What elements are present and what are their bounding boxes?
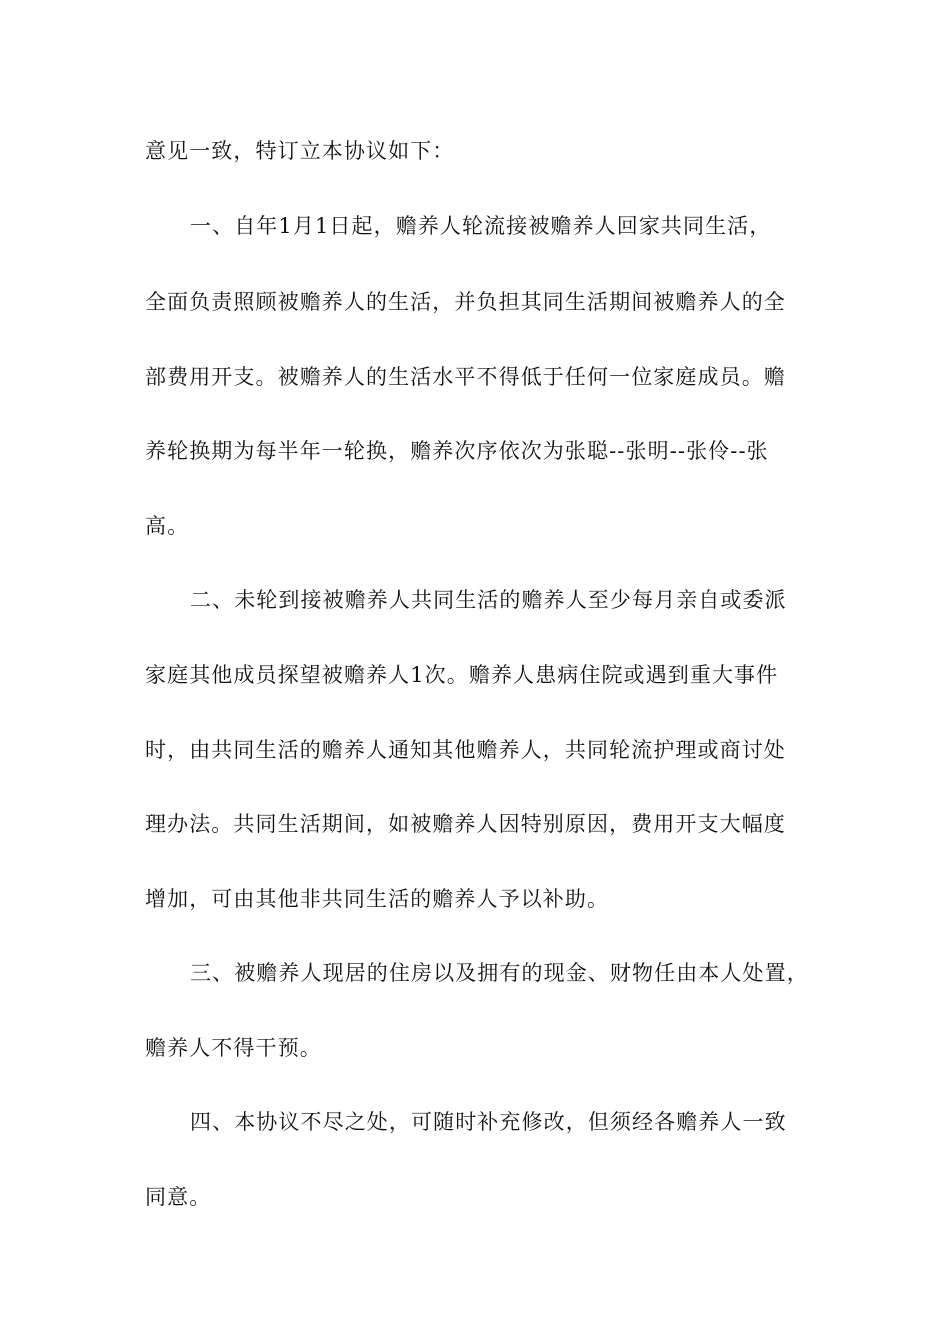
text-line: 意见一致，特订立本协议如下： bbox=[145, 139, 455, 163]
text-line: 同意。 bbox=[145, 1185, 212, 1209]
text-line: 全面负责照顾被赡养人的生活，并负担其同生活期间被赡养人的全 bbox=[145, 290, 786, 314]
text-line: 赡养人不得干预。 bbox=[145, 1036, 322, 1060]
paragraph-2-first-line: 二、未轮到接被赡养人共同生活的赡养人至少每月亲自或委派 bbox=[190, 588, 787, 612]
paragraph-3-first-line: 三、被赡养人现居的住房以及拥有的现金、财物任由本人处置， bbox=[190, 961, 809, 985]
text-line: 养轮换期为每半年一轮换，赡养次序依次为张聪--张明--张伶--张 bbox=[145, 439, 769, 463]
text-line: 高。 bbox=[145, 514, 190, 538]
text-line: 增加，可由其他非共同生活的赡养人予以补助。 bbox=[145, 887, 610, 911]
text-line: 部费用开支。被赡养人的生活水平不得低于任何一位家庭成员。赡 bbox=[145, 365, 786, 389]
text-line: 家庭其他成员探望被赡养人1次。赡养人患病住院或遇到重大事件 bbox=[145, 663, 779, 687]
text-line: 时，由共同生活的赡养人通知其他赡养人，共同轮流护理或商讨处 bbox=[145, 738, 786, 762]
text-line: 理办法。共同生活期间，如被赡养人因特别原因，费用开支大幅度 bbox=[145, 812, 786, 836]
paragraph-4-first-line: 四、本协议不尽之处，可随时补充修改，但须经各赡养人一致 bbox=[190, 1110, 787, 1134]
paragraph-1-first-line: 一、自年1月1日起，赡养人轮流接被赡养人回家共同生活， bbox=[190, 214, 772, 238]
